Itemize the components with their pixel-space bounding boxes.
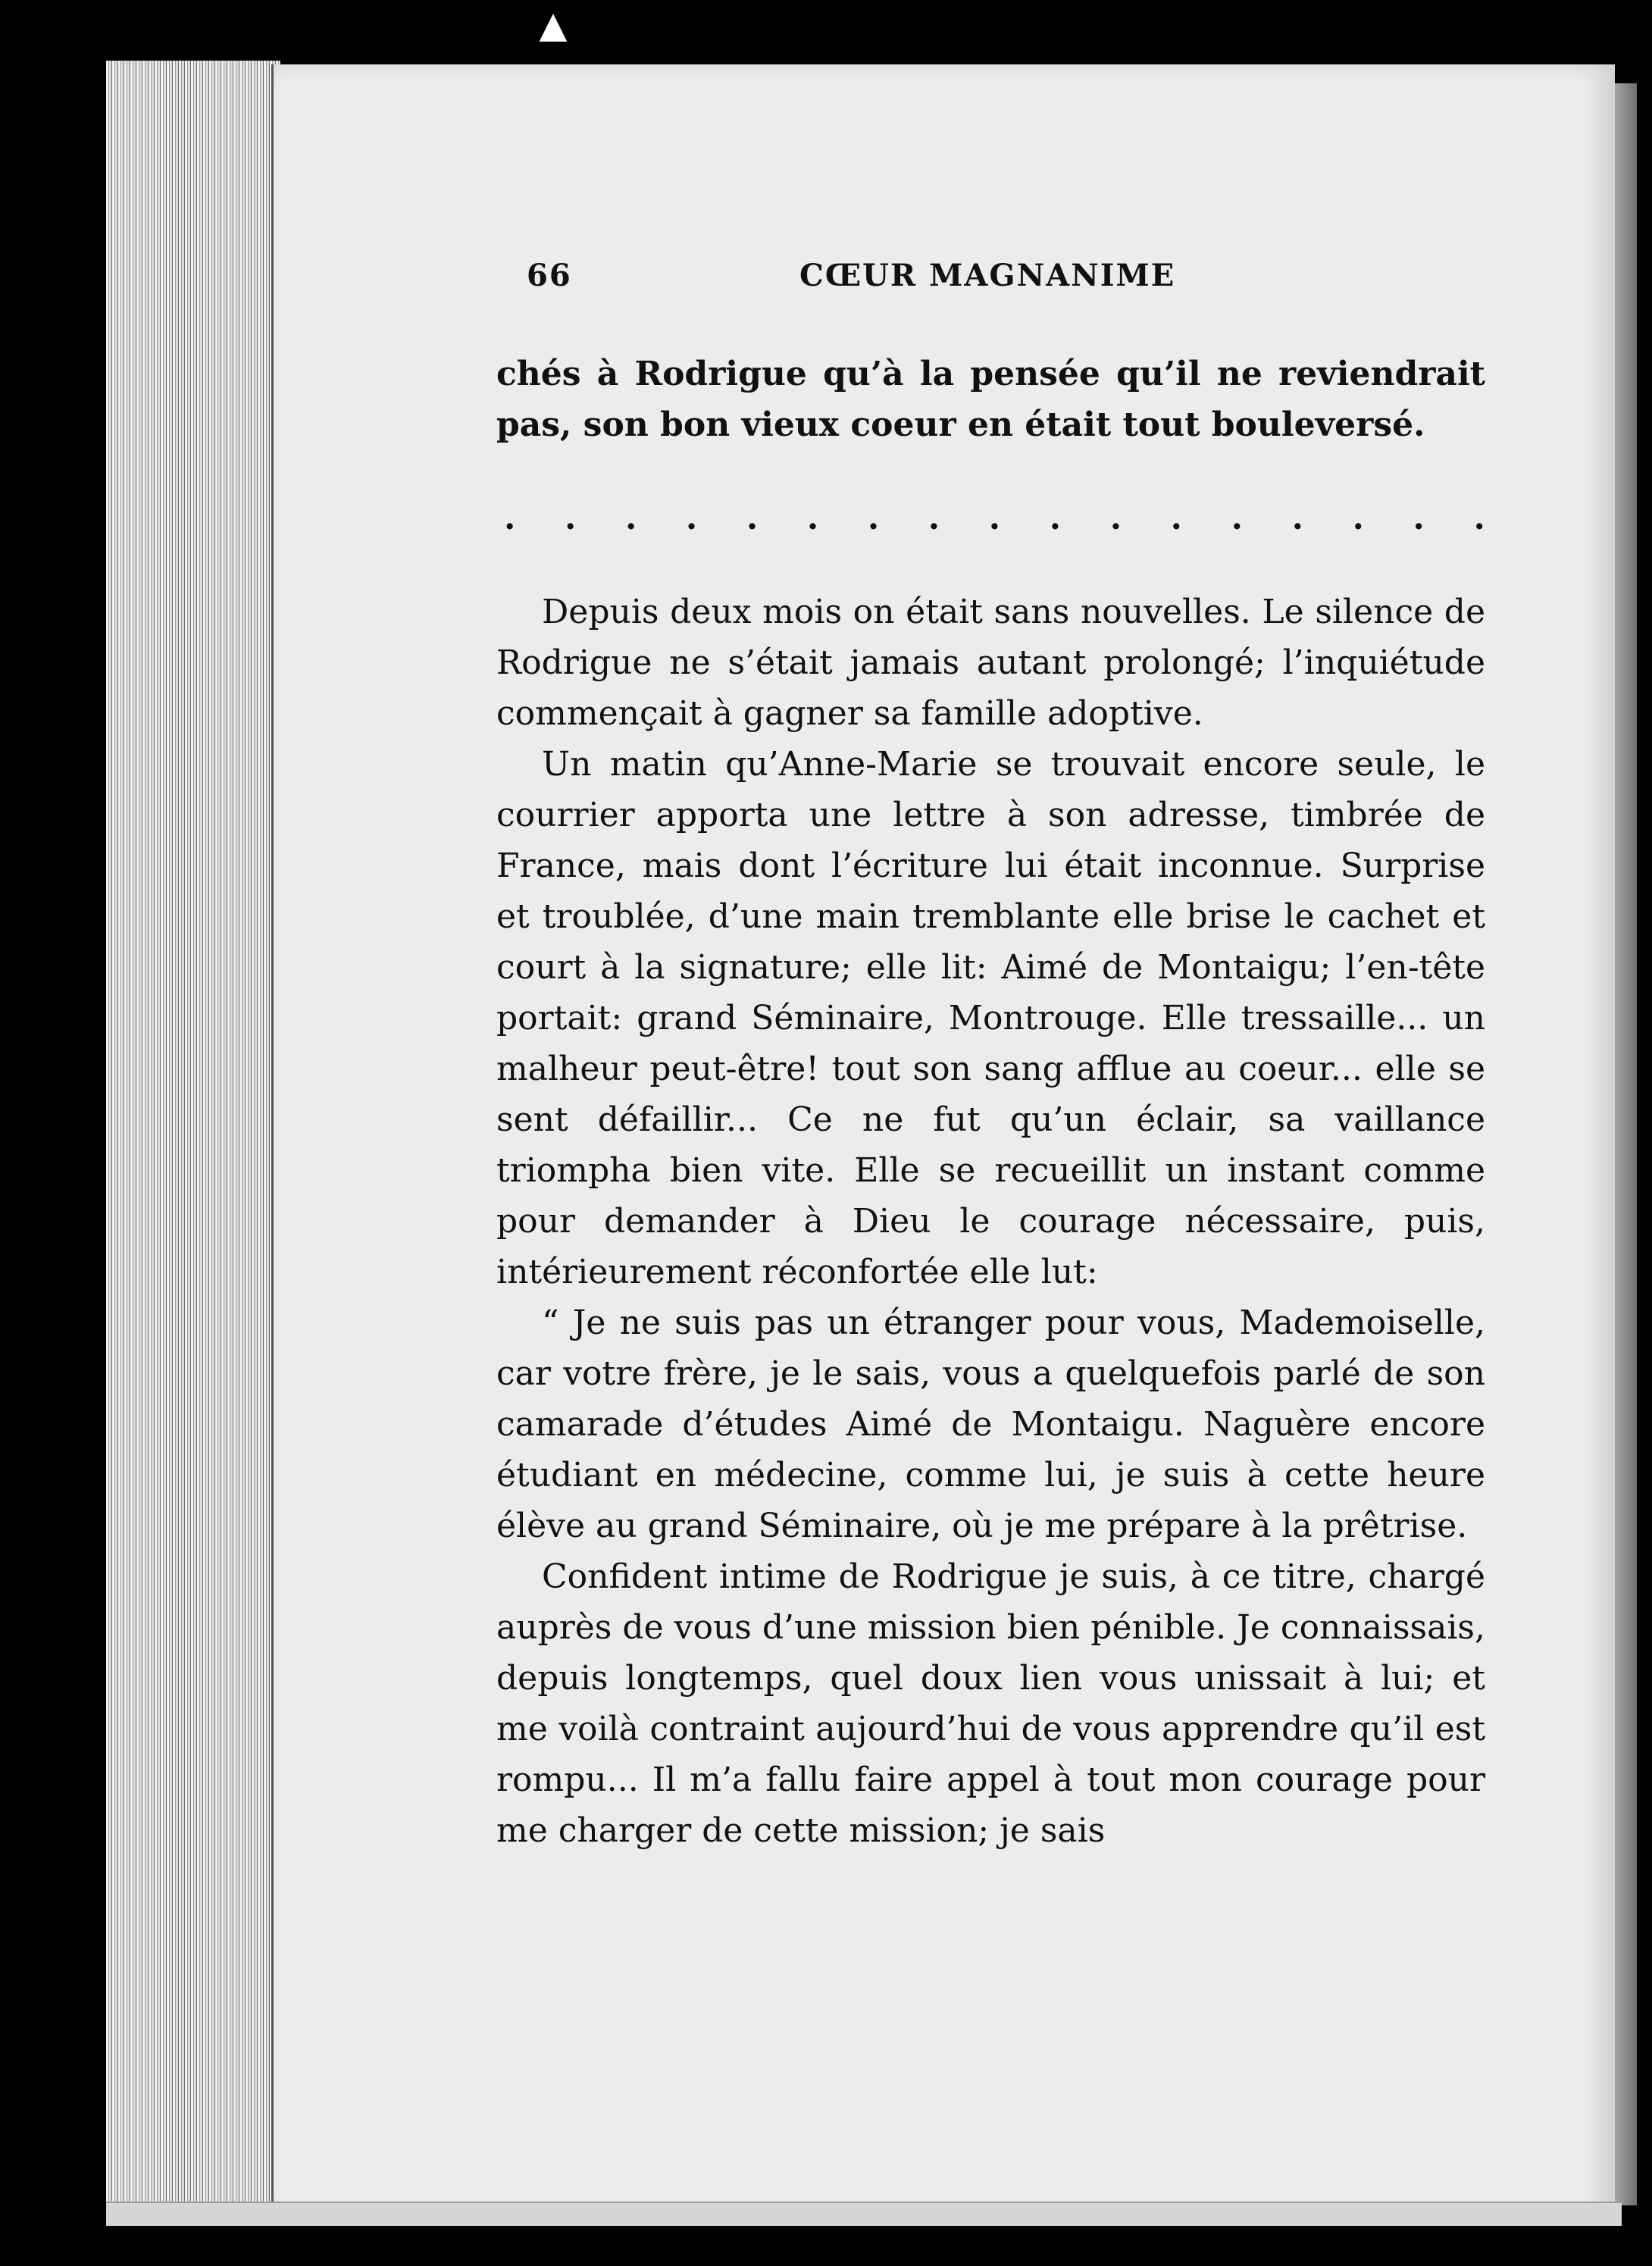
page-number: 66 [527, 258, 572, 293]
paragraph: Depuis deux mois on était sans nouvelles. Le silence de Rodrigue ne s’était jamais autant prolongé; l’inquiétude commençait à gagner sa famille adoptive. [496, 593, 1485, 733]
page-content [496, 250, 1485, 1856]
paragraph: Confident intime de Rodrigue je suis, à ce titre, chargé auprès de vous d’une mission bien pénible. Je connaissais, depuis longtemps, quel doux lien vous unissait à lui; et me voilà contraint aujourd’hui de vous apprendre qu’il est rompu... Il m’a fallu faire appel à tout mon courage pour me charger de cette mission; je sais [496, 1557, 1485, 1850]
book-page-edges [106, 61, 280, 2221]
book-title: CŒUR MAGNANIME [799, 258, 1176, 293]
scan-mark-icon: ▲ [539, 4, 568, 46]
paragraph: “ Je ne suis pas un étranger pour vous, Mademoiselle, car votre frère, je le sais, vous a quelquefois parlé de son camarade d’études Aimé de Montaigu. Naguère encore étudiant en médecine, comme lui, je suis à cette heure élève au grand Séminaire, où je me prépare à la prêtrise. [496, 1304, 1485, 1545]
paragraph-continued: chés à Rodrigue qu’à la pensée qu’il ne reviendrait pas, son bon vieux coeur en était tout bouleversé. [496, 355, 1485, 444]
section-break-dots: . . . . . . . . . . . . . . . . . [504, 499, 1485, 537]
running-head [496, 250, 1485, 303]
page-bottom-edge [106, 2202, 1622, 2226]
paragraph: Un matin qu’Anne-Marie se trouvait encore seule, le courrier apporta une lettre à son adresse, timbrée de France, mais dont l’écriture lui était inconnue. Surprise et troublée, d’une main tremblante elle brise le cachet et court à la signature; elle lit: Aimé de Montaigu; l’en-tête portait: grand Séminaire, Montrouge. Elle tressaille... un malheur peut-être! tout son sang afflue au coeur... elle se sent défaillir... Ce ne fut qu’un éclair, sa vaillance triompha bien vite. Elle se recueillit un instant comme pour demander à Dieu le courage nécessaire, puis, intérieurement réconfortée elle lut: [496, 745, 1485, 1291]
